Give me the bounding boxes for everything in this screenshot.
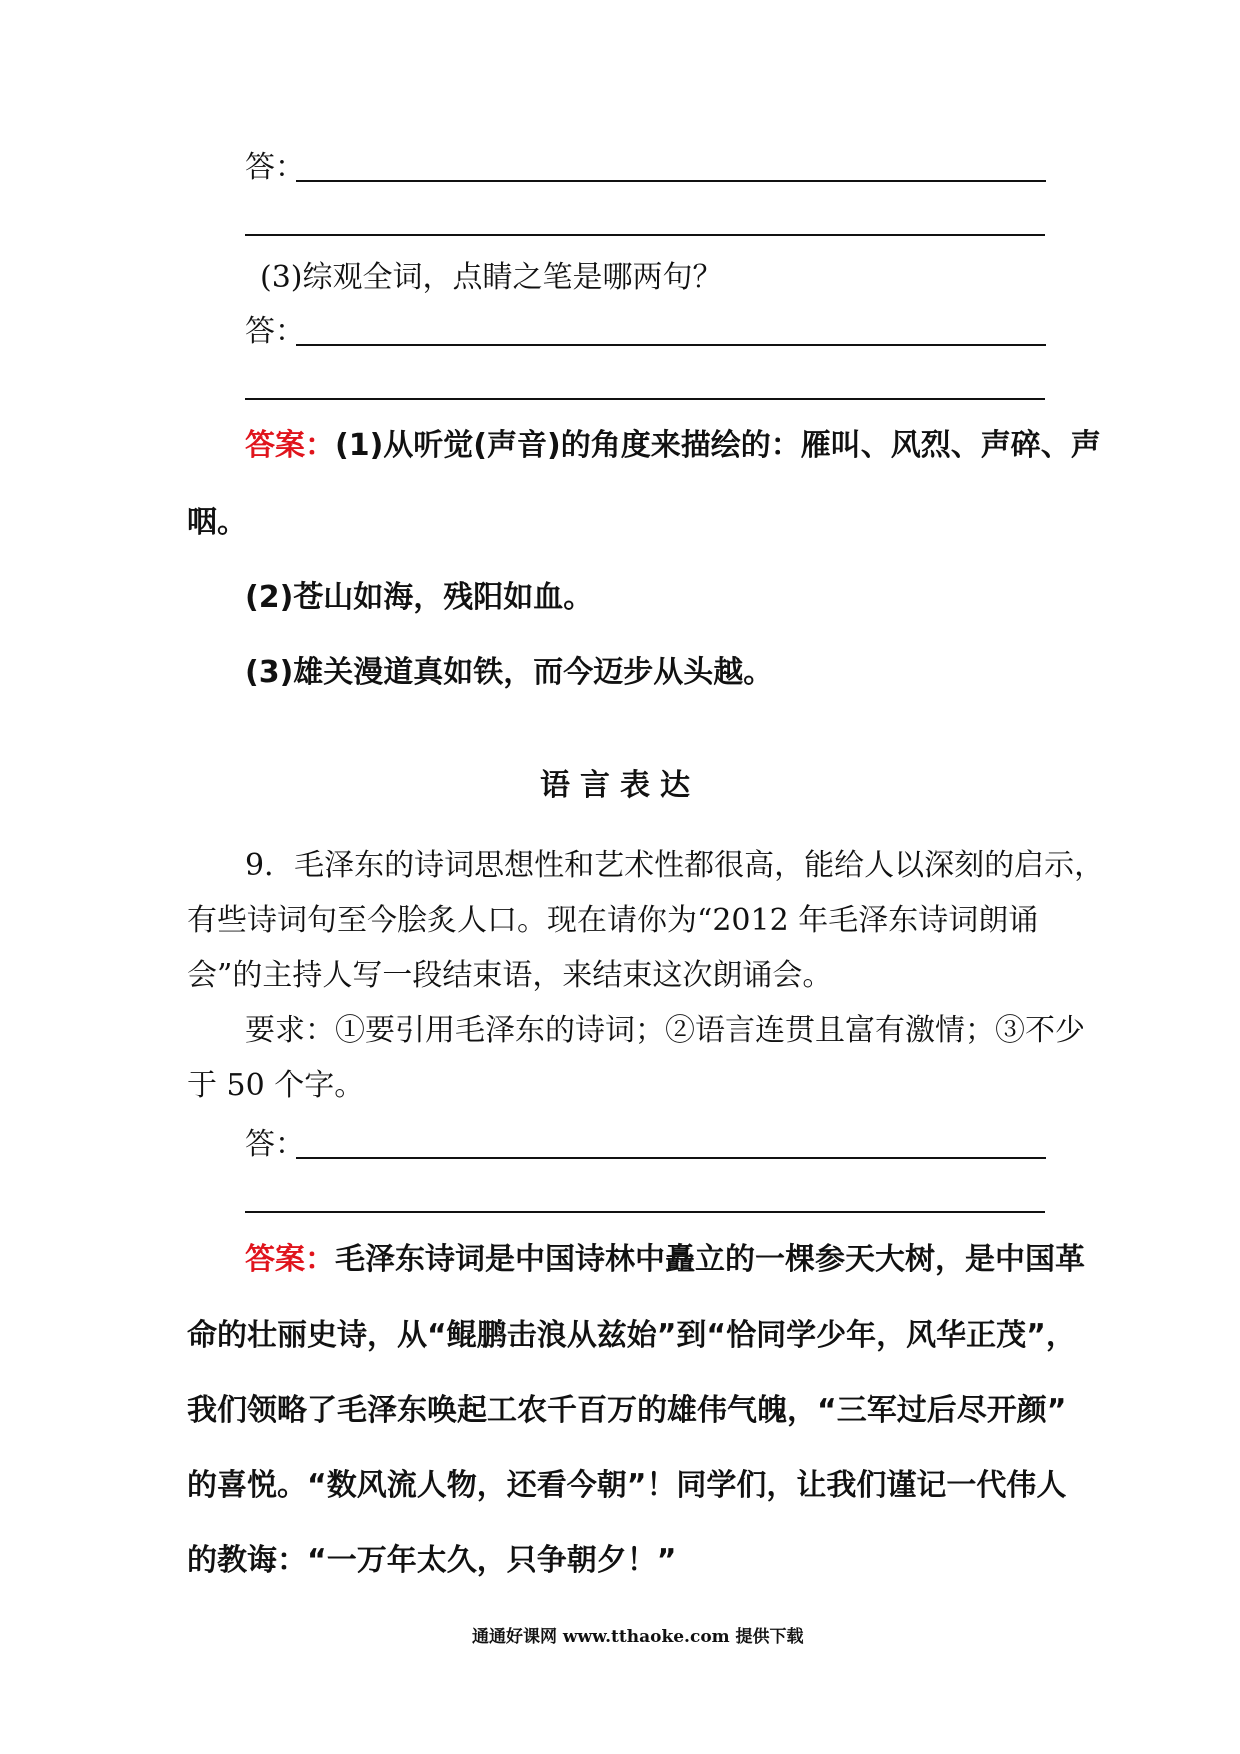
footer-source: 通通好课网 www.tthaoke.com 提供下载 (472, 1627, 804, 1647)
answer-key-2-line1 (245, 1242, 1085, 1278)
answer-line[interactable] (245, 398, 1045, 400)
question-9-requirements: 要求：①要引用毛泽东的诗词；②语言连贯且富有激情；③不少 (245, 1013, 1085, 1048)
answer-label: 答： (245, 1127, 305, 1162)
answer-key-2-line3: 我们领略了毛泽东唤起工农千百万的雄伟气魄，“三军过后尽开颜” (187, 1393, 1067, 1428)
answer-label: 答： (245, 314, 305, 349)
answer-line[interactable] (296, 344, 1046, 346)
answer-line[interactable] (245, 1211, 1045, 1213)
question-9-line1: 9．毛泽东的诗词思想性和艺术性都很高，能给人以深刻的启示， (245, 848, 1105, 883)
answer-key-1-line1 (245, 428, 1101, 464)
section-heading: 语言表达 (540, 768, 700, 803)
answer-key-2-line2: 命的壮丽史诗，从“鲲鹏击浪从兹始”到“恰同学少年，风华正茂”， (187, 1318, 1076, 1353)
question-9-requirements-cont: 于 50 个字。 (187, 1068, 365, 1103)
answer-key-2-line4: 的喜悦。“数风流人物，还看今朝”！同学们，让我们谨记一代伟人 (187, 1468, 1067, 1503)
answer-line[interactable] (296, 180, 1046, 182)
answer-key-2-line5: 的教诲：“一万年太久，只争朝夕！” (187, 1543, 677, 1578)
answer-key-1-item2: (2)苍山如海，残阳如血。 (245, 580, 594, 615)
answer-label: 答： (245, 150, 305, 185)
question-3: (3)综观全词，点睛之笔是哪两句？ (260, 260, 723, 295)
answer-key-1-item3: (3)雄关漫道真如铁，而今迈步从头越。 (245, 655, 774, 690)
answer-key-1-line2: 咽。 (187, 505, 247, 540)
answer-line[interactable] (245, 234, 1045, 236)
question-9-line3: 会”的主持人写一段结束语，来结束这次朗诵会。 (187, 958, 833, 993)
answer-key-text: (1)从听觉(声音)的角度来描绘的：雁叫、风烈、声碎、声 (335, 428, 1101, 463)
question-9-line2: 有些诗词句至今脍炙人口。现在请你为“2012 年毛泽东诗词朗诵 (187, 903, 1039, 938)
answer-line[interactable] (296, 1157, 1046, 1159)
answer-key-label: 答案： (245, 428, 335, 463)
answer-key-label: 答案： (245, 1242, 335, 1277)
answer-key-text: 毛泽东诗词是中国诗林中矗立的一棵参天大树，是中国革 (335, 1242, 1085, 1277)
